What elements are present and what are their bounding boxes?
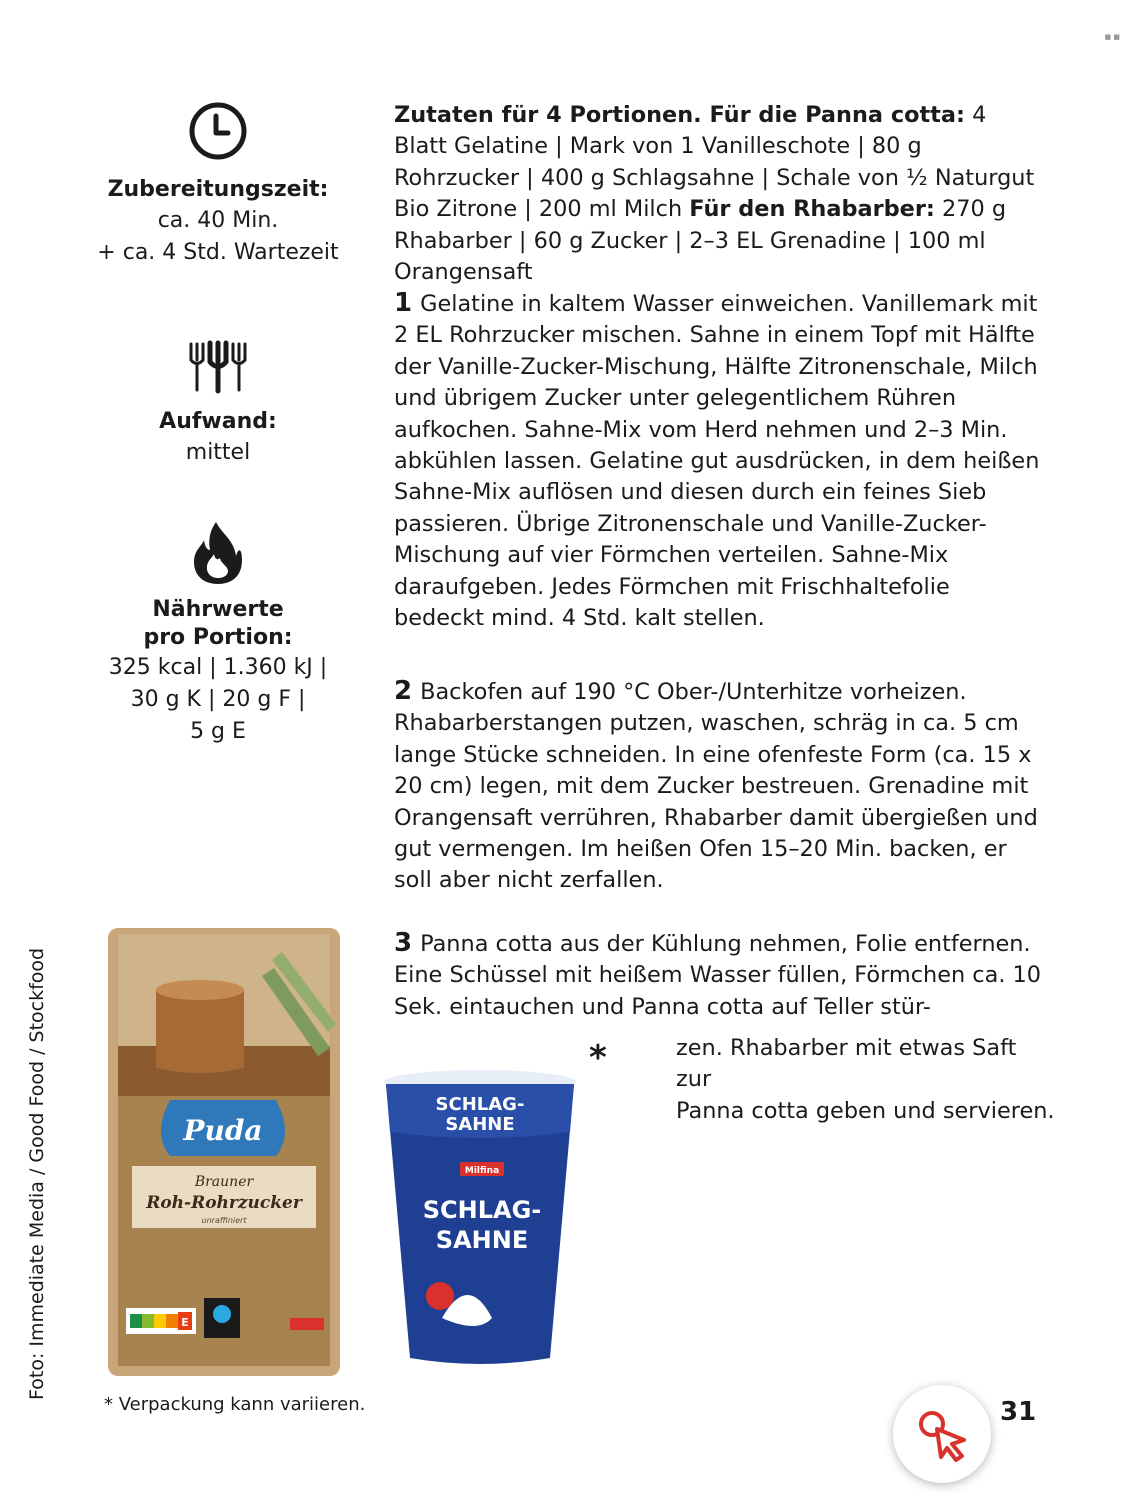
nutrition-label-2: pro Portion: bbox=[143, 625, 293, 650]
step-text: Panna cotta geben und servieren. bbox=[676, 1097, 1055, 1124]
ingredients-panna-cotta: 4 Blatt Gelatine | Mark von 1 Vanilleschote | 80 g Rohrzucker | 400 g Schlagsahne | Schale von ½ Naturgut Bio Zitrone | 200 ml Milch bbox=[394, 102, 1035, 223]
step-text: Panna cotta aus der Kühlung nehmen, Folie entfernen. Eine Schüssel mit heißem Wasser füllen, Förmchen ca. 10 Sek. eintauchen und Panna cotta auf Teller stür- bbox=[394, 931, 1042, 1020]
step-3 bbox=[394, 928, 1044, 1023]
ingredients bbox=[394, 100, 1044, 288]
nutrition-macros: 30 g K | 20 g F | bbox=[130, 687, 306, 712]
sugar-package bbox=[104, 928, 344, 1378]
shop-link-badge[interactable] bbox=[893, 1385, 991, 1483]
sugar-name-1: Brauner bbox=[194, 1174, 254, 1190]
cream-lid-line-2: SAHNE bbox=[445, 1114, 515, 1135]
cream-lid-line-1: SCHLAG- bbox=[435, 1094, 525, 1115]
photo-credit: Foto: Immediate Media / Good Food / Stockfood bbox=[26, 947, 48, 1400]
flame-icon bbox=[190, 520, 246, 586]
step-1 bbox=[394, 288, 1044, 634]
nutrition-energy: 325 kcal | 1.360 kJ | bbox=[108, 655, 328, 680]
sugar-sub: unraffiniert bbox=[201, 1216, 247, 1225]
effort-block bbox=[70, 340, 366, 469]
ingredients-rhubarb: 270 g Rhabarber | 60 g Zucker | 2–3 EL Grenadine | 100 ml Orangensaft bbox=[394, 196, 1007, 286]
nutrition-protein: 5 g E bbox=[190, 719, 246, 744]
cursor-click-icon bbox=[912, 1404, 972, 1464]
nutri-score: E bbox=[181, 1316, 189, 1329]
step-text: zen. Rhabarber mit etwas Saft zur bbox=[676, 1035, 1017, 1093]
page-number: 31 bbox=[1000, 1397, 1037, 1427]
ingredients-rhubarb-heading: Für den Rhabarber: bbox=[689, 196, 935, 223]
cream-name-2: SAHNE bbox=[435, 1226, 529, 1254]
prep-time-label: Zubereitungszeit: bbox=[107, 177, 329, 202]
step-number: 2 bbox=[394, 676, 413, 706]
cream-name-1: SCHLAG- bbox=[422, 1196, 542, 1224]
corner-id: ■ ■ bbox=[1104, 33, 1120, 41]
prep-time-block bbox=[70, 100, 366, 269]
sugar-brand: Puda bbox=[183, 1114, 263, 1147]
effort-value: mittel bbox=[185, 440, 251, 465]
asterisk: * bbox=[589, 1038, 607, 1078]
prep-time-value: ca. 40 Min. bbox=[157, 208, 279, 233]
step-text: Backofen auf 190 °C Ober-/Unterhitze vorheizen. Rhabarberstangen putzen, waschen, schräg in ca. 5 cm lange Stücke schneiden. In eine ofenfeste Form (ca. 15 x 20 cm) legen, mit dem Zucker bestreuen. Grenadine mit Orangensaft verrühren, Rhabarber damit übergießen und gut vermengen. Im heißen Ofen 15–20 Min. backen, er soll aber nicht zerfallen. bbox=[394, 679, 1038, 894]
fork-icon bbox=[183, 340, 253, 394]
step-2 bbox=[394, 676, 1044, 897]
step-number: 1 bbox=[394, 288, 413, 318]
cream-brand: Milfina bbox=[464, 1166, 500, 1176]
clock-icon bbox=[187, 100, 249, 162]
ingredients-heading: Zutaten für 4 Portionen. Für die Panna cotta: bbox=[394, 102, 965, 128]
nutrition-block bbox=[70, 520, 366, 748]
step-text: Gelatine in kaltem Wasser einweichen. Vanillemark mit 2 EL Rohrzucker mischen. Sahne in einem Topf mit Hälfte der Vanille-Zucker-Mischung, Hälfte Zitronenschale, Milch und übrigem Zucker unter gelegentlichem Rühren aufkochen. Sahne-Mix vom Herd nehmen und 2–3 Min. abkühlen lassen. Gelatine gut ausdrücken, in dem heißen Sahne-Mix auflösen und diesen durch ein feines Sieb passieren. Übrige Zitronenschale und Vanille-Zucker-Mischung auf vier Förmchen verteilen. Sahne-Mix daraufgeben. Jedes Förmchen mit Frischhaltefolie bedeckt mind. 4 Std. kalt stellen. bbox=[394, 291, 1040, 632]
cream-cup bbox=[382, 1068, 578, 1368]
sugar-name-2: Roh-Rohrzucker bbox=[146, 1193, 302, 1213]
nutrition-label-1: Nährwerte bbox=[152, 597, 284, 622]
step-3-continued bbox=[676, 1033, 1056, 1127]
step-number: 3 bbox=[394, 928, 413, 958]
wait-time-value: + ca. 4 Std. Wartezeit bbox=[97, 240, 339, 265]
footnote: * Verpackung kann variieren. bbox=[104, 1394, 366, 1415]
effort-label: Aufwand: bbox=[159, 409, 277, 434]
